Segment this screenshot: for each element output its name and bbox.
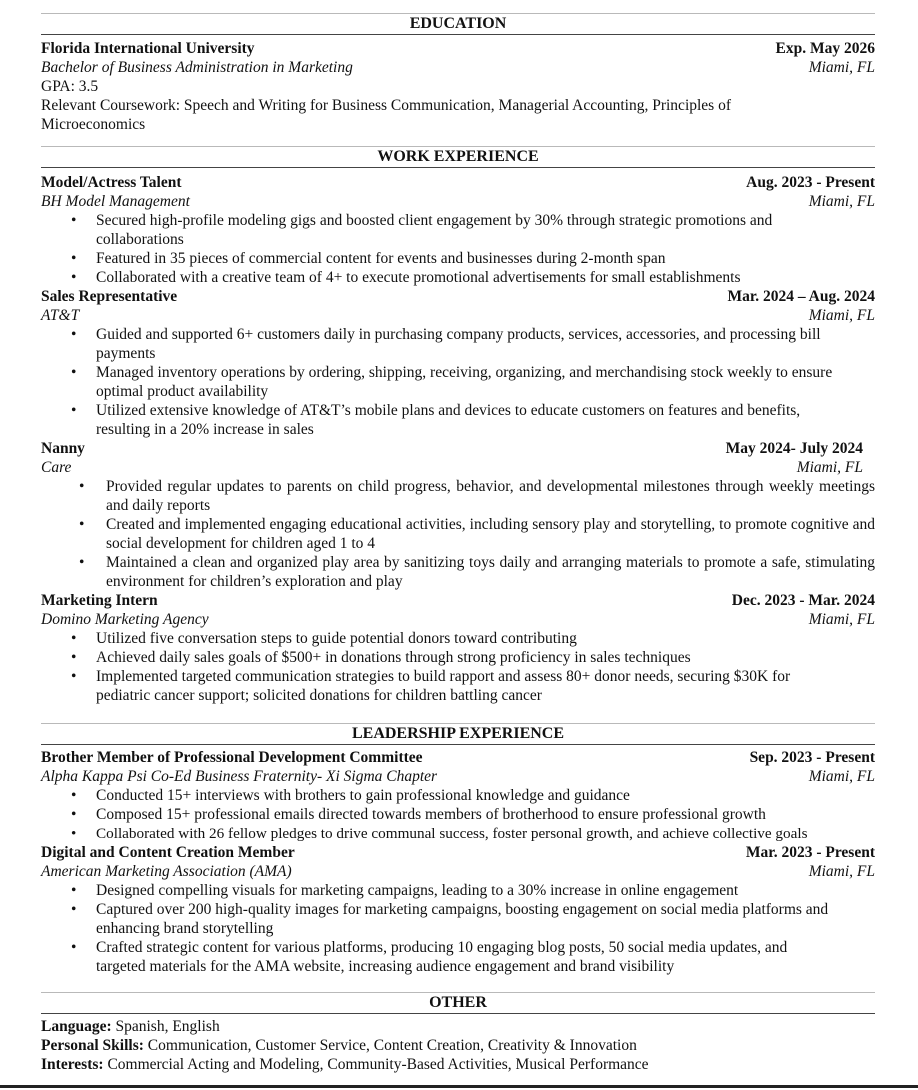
list-item: • Provided regular updates to parents on child progress, behavior, and developmental milestones through weekly meetings and daily reports — [41, 477, 875, 515]
role-org: Alpha Kappa Psi Co-Ed Business Fraternity- Xi Sigma Chapter — [41, 768, 438, 785]
role-location: Miami, FL — [808, 768, 875, 785]
education-location: Miami, FL — [808, 59, 875, 76]
role-org: American Marketing Association (AMA) — [41, 863, 292, 880]
skills-line — [41, 1036, 875, 1055]
language-label: Language: — [41, 1018, 112, 1035]
list-item: • Achieved daily sales goals of $500+ in donations through strong proficiency in sales techniques — [41, 648, 875, 667]
job-location: Miami, FL — [808, 193, 875, 210]
role-title: Digital and Content Creation Member — [41, 844, 295, 861]
job-entry — [41, 591, 875, 705]
list-item: • Implemented targeted communication strategies to build rapport and assess 80+ donor needs, securing $30K for pediatric cancer support; solicited donations for children battling cancer — [41, 667, 826, 705]
role-bullets — [41, 881, 875, 976]
role-entry — [41, 748, 875, 843]
job-bullets — [41, 211, 875, 287]
role-date: Mar. 2023 - Present — [745, 844, 875, 861]
list-item: • Crafted strategic content for various platforms, producing 10 engaging blog posts, 50 social media updates, and targeted materials for the AMA website, increasing audience engagement and brand visibility — [41, 938, 836, 976]
job-date: Mar. 2024 – Aug. 2024 — [727, 288, 875, 305]
interests-line — [41, 1055, 875, 1074]
list-item: • Maintained a clean and organized play area by sanitizing toys daily and arranging materials to promote a safe, stimulating environment for children’s exploration and play — [41, 553, 875, 591]
role-date: Sep. 2023 - Present — [749, 749, 875, 766]
job-location: Miami, FL — [808, 307, 875, 324]
list-item: • Designed compelling visuals for marketing campaigns, leading to a 30% increase in online engagement — [41, 881, 875, 900]
job-entry — [41, 173, 875, 287]
job-bullets — [41, 477, 875, 591]
gpa: GPA: 3.5 — [41, 78, 99, 95]
list-item: • Collaborated with 26 fellow pledges to drive communal success, foster personal growth, and achieve collective goals — [41, 824, 875, 843]
role-location: Miami, FL — [808, 863, 875, 880]
skills-label: Personal Skills: — [41, 1037, 144, 1054]
job-org: Domino Marketing Agency — [41, 611, 209, 628]
list-item: • Managed inventory operations by ordering, shipping, receiving, organizing, and merchandising stock weekly to ensure optimal product availability — [41, 363, 866, 401]
job-bullets — [41, 629, 875, 705]
list-item: • Created and implemented engaging educational activities, including sensory play and storytelling, to promote cognitive and social development for children aged 1 to 4 — [41, 515, 875, 553]
job-date: May 2024- July 2024 — [725, 440, 863, 457]
job-bullets — [41, 325, 875, 439]
list-item: • Captured over 200 high-quality images for marketing campaigns, boosting engagement on social media platforms and enhancing brand storytelling — [41, 900, 876, 938]
job-org: AT&T — [41, 307, 80, 324]
role-entry — [41, 843, 875, 976]
job-org: Care — [41, 459, 72, 476]
role-bullets — [41, 786, 875, 843]
role-title: Brother Member of Professional Development Committee — [41, 749, 423, 766]
coursework: Relevant Coursework: Speech and Writing for Business Communication, Managerial Accounting, Principles of Microeconomics — [41, 97, 731, 133]
list-item: • Utilized five conversation steps to guide potential donors toward contributing — [41, 629, 875, 648]
work-heading: WORK EXPERIENCE — [41, 146, 875, 168]
job-location: Miami, FL — [808, 611, 875, 628]
other-section — [41, 992, 875, 1074]
bottom-border — [0, 1085, 918, 1088]
list-item: • Featured in 35 pieces of commercial content for events and businesses during 2-month span — [41, 249, 875, 268]
job-date: Aug. 2023 - Present — [746, 174, 875, 191]
list-item: • Collaborated with a creative team of 4+ to execute promotional advertisements for small establishments — [41, 268, 875, 287]
interests-value: Commercial Acting and Modeling, Community-Based Activities, Musical Performance — [107, 1056, 649, 1073]
job-title: Model/Actress Talent — [41, 174, 182, 191]
job-org: BH Model Management — [41, 193, 190, 210]
language-value: Spanish, English — [115, 1018, 220, 1035]
list-item: • Guided and supported 6+ customers daily in purchasing company products, services, accessories, and processing bill payments — [41, 325, 856, 363]
education-heading: EDUCATION — [41, 13, 875, 35]
language-line — [41, 1017, 875, 1036]
school-name: Florida International University — [41, 40, 255, 57]
leadership-heading: LEADERSHIP EXPERIENCE — [41, 723, 875, 745]
job-title: Marketing Intern — [41, 592, 158, 609]
list-item: • Conducted 15+ interviews with brothers to gain professional knowledge and guidance — [41, 786, 875, 805]
interests-label: Interests: — [41, 1056, 104, 1073]
leadership-section — [41, 723, 875, 976]
job-location: Miami, FL — [796, 459, 863, 476]
skills-value: Communication, Customer Service, Content Creation, Creativity & Innovation — [147, 1037, 637, 1054]
list-item: • Composed 15+ professional emails directed towards members of brotherhood to ensure professional growth — [41, 805, 875, 824]
list-item: • Secured high-profile modeling gigs and boosted client engagement by 30% through strategic promotions and collaborations — [41, 211, 816, 249]
list-item: • Utilized extensive knowledge of AT&T’s mobile plans and devices to educate customers on features and benefits, resulting in a 20% increase in sales — [41, 401, 836, 439]
degree: Bachelor of Business Administration in Marketing — [41, 59, 353, 76]
job-entry — [41, 439, 875, 591]
education-date: Exp. May 2026 — [775, 40, 875, 57]
work-section — [41, 146, 875, 705]
education-section — [41, 13, 875, 134]
other-heading: OTHER — [41, 992, 875, 1014]
job-title: Nanny — [41, 440, 85, 457]
job-title: Sales Representative — [41, 288, 178, 305]
job-entry — [41, 287, 875, 439]
job-date: Dec. 2023 - Mar. 2024 — [731, 592, 875, 609]
